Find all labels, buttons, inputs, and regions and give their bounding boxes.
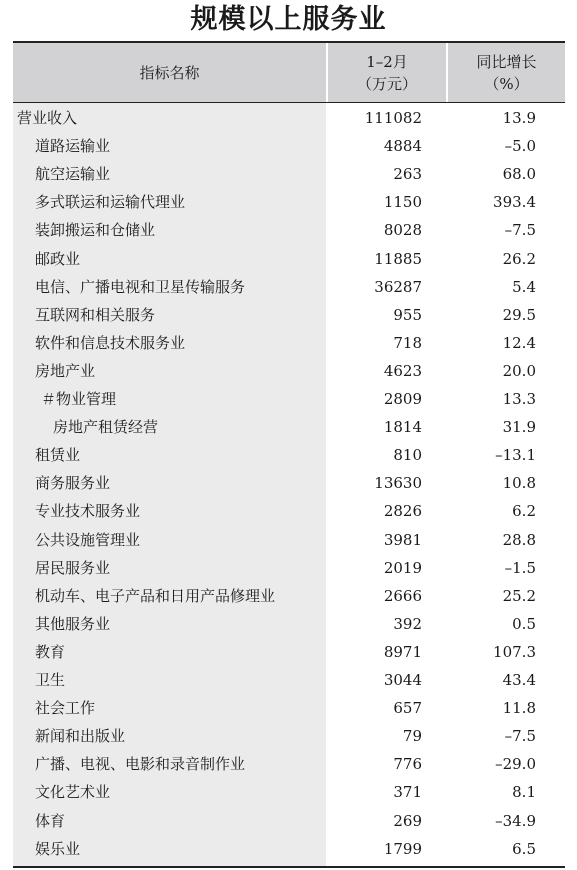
header-growth — [448, 43, 565, 102]
row-value: 13630 — [374, 474, 422, 493]
row-value: 718 — [393, 333, 422, 352]
row-value: 2666 — [383, 586, 422, 605]
row-growth: 13.9 — [502, 109, 536, 127]
table-row — [13, 638, 565, 666]
table-bottom-rule — [13, 866, 565, 868]
row-growth: 25.2 — [502, 586, 536, 605]
table-row — [13, 301, 565, 329]
row-value: 11885 — [374, 249, 422, 268]
row-indicator-name: 房地产业 — [35, 361, 96, 380]
header-growth-label: 同比增长 — [476, 52, 537, 71]
row-indicator-name: 其他服务业 — [35, 614, 111, 633]
row-indicator-name: 新闻和出版业 — [35, 727, 126, 746]
row-value: 2809 — [383, 390, 422, 408]
row-indicator-name: 娱乐业 — [35, 839, 81, 858]
row-indicator-name: 公共设施管理业 — [35, 530, 141, 549]
row-value: 4884 — [383, 137, 422, 156]
table-row — [13, 160, 565, 188]
row-value: 2826 — [383, 502, 422, 521]
row-indicator-name: 装卸搬运和仓储业 — [35, 221, 156, 240]
header-period-label: 1–2月 — [366, 52, 408, 71]
row-growth: 6.5 — [512, 839, 536, 858]
row-indicator-name: 房地产租赁经营 — [53, 418, 159, 437]
table-row — [13, 188, 565, 216]
table-row — [13, 554, 565, 582]
table-row — [13, 778, 565, 806]
table-row — [13, 413, 565, 441]
table-header — [13, 43, 565, 102]
row-growth: 13.3 — [502, 390, 536, 408]
row-growth: 10.8 — [502, 474, 536, 493]
table-row — [13, 469, 565, 497]
table-row — [13, 722, 565, 750]
row-growth: 31.9 — [502, 418, 536, 437]
row-value: 810 — [393, 446, 422, 465]
row-growth: –7.5 — [504, 221, 536, 240]
row-growth: –29.0 — [495, 755, 536, 774]
table-row — [13, 835, 565, 863]
row-growth: –7.5 — [504, 727, 536, 746]
row-growth: 0.5 — [512, 614, 536, 633]
row-indicator-name: 电信、广播电视和卫星传输服务 — [35, 277, 246, 296]
row-indicator-name: ＃物业管理 — [41, 390, 117, 408]
row-indicator-name: 道路运输业 — [35, 137, 111, 156]
table-row — [13, 497, 565, 525]
row-value: 657 — [393, 699, 422, 718]
row-value: 111082 — [364, 109, 422, 127]
table-row — [13, 610, 565, 638]
row-growth: 43.4 — [502, 671, 536, 689]
row-indicator-name: 航空运输业 — [35, 165, 111, 184]
row-growth: –34.9 — [495, 811, 536, 830]
table-row — [13, 582, 565, 610]
row-value: 8971 — [383, 642, 422, 661]
row-growth: 8.1 — [512, 783, 536, 802]
row-growth: 29.5 — [502, 305, 536, 324]
header-unit-label: （万元） — [356, 74, 417, 93]
row-value: 1814 — [383, 418, 422, 437]
row-value: 79 — [402, 727, 422, 746]
row-indicator-name: 社会工作 — [35, 699, 96, 718]
header-indicator-name — [13, 43, 326, 102]
row-growth: –5.0 — [504, 137, 536, 156]
row-value: 392 — [393, 614, 422, 633]
table-row — [13, 216, 565, 244]
table-row — [13, 666, 565, 694]
page-title: 规模以上服务业 — [190, 4, 387, 35]
header-indicator-label: 指标名称 — [139, 63, 200, 82]
row-growth: 6.2 — [512, 502, 536, 521]
row-indicator-name: 互联网和相关服务 — [35, 305, 156, 324]
row-growth: 20.0 — [502, 361, 536, 380]
row-value: 371 — [393, 783, 422, 802]
row-indicator-name: 机动车、电子产品和日用产品修理业 — [35, 586, 276, 605]
row-value: 3981 — [383, 530, 422, 549]
table-row — [13, 807, 565, 835]
header-value — [328, 43, 446, 102]
row-growth: 393.4 — [493, 193, 536, 212]
row-value: 1799 — [383, 839, 422, 858]
table-row — [13, 357, 565, 385]
table-row — [13, 104, 565, 132]
row-indicator-name: 体育 — [35, 811, 66, 830]
row-indicator-name: 教育 — [35, 642, 66, 661]
row-growth: –13.1 — [495, 446, 536, 465]
table-row — [13, 750, 565, 778]
row-value: 3044 — [383, 671, 422, 689]
table-row — [13, 132, 565, 160]
table-row — [13, 385, 565, 413]
table-row — [13, 329, 565, 357]
row-growth: 107.3 — [493, 642, 536, 661]
row-growth: 28.8 — [502, 530, 536, 549]
table-row — [13, 526, 565, 554]
row-value: 955 — [393, 305, 422, 324]
row-indicator-name: 文化艺术业 — [35, 783, 111, 802]
row-indicator-name: 广播、电视、电影和录音制作业 — [35, 755, 246, 774]
header-growth-unit: （%） — [484, 74, 529, 93]
table-row — [13, 245, 565, 273]
row-growth: –1.5 — [504, 558, 536, 577]
row-growth: 12.4 — [502, 333, 536, 352]
row-value: 269 — [393, 811, 422, 830]
row-value: 2019 — [383, 558, 422, 577]
row-indicator-name: 营业收入 — [17, 109, 78, 127]
row-growth: 68.0 — [502, 165, 536, 184]
row-growth: 11.8 — [502, 699, 536, 718]
row-value: 36287 — [374, 277, 422, 296]
row-indicator-name: 商务服务业 — [35, 474, 111, 493]
row-indicator-name: 软件和信息技术服务业 — [35, 333, 186, 352]
row-growth: 5.4 — [512, 277, 536, 296]
table-row — [13, 441, 565, 469]
row-value: 776 — [393, 755, 422, 774]
row-indicator-name: 居民服务业 — [35, 558, 111, 577]
row-value: 4623 — [383, 361, 422, 380]
row-value: 263 — [393, 165, 422, 184]
row-growth: 26.2 — [502, 249, 536, 268]
table-row — [13, 694, 565, 722]
row-indicator-name: 多式联运和运输代理业 — [35, 193, 186, 212]
row-indicator-name: 卫生 — [35, 671, 66, 689]
row-indicator-name: 租赁业 — [35, 446, 81, 465]
row-indicator-name: 专业技术服务业 — [35, 502, 141, 521]
row-value: 8028 — [383, 221, 422, 240]
row-value: 1150 — [383, 193, 422, 212]
table-row — [13, 273, 565, 301]
row-indicator-name: 邮政业 — [35, 249, 81, 268]
